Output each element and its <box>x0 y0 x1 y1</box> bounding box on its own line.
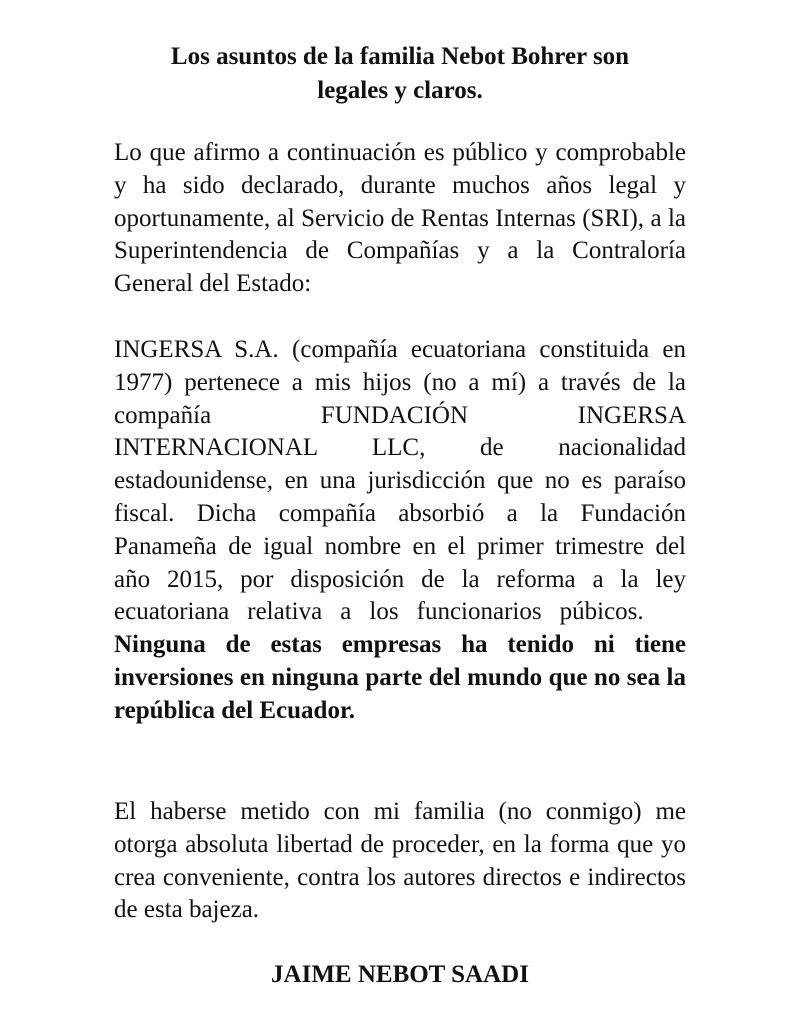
paragraph-declaration: Lo que afirmo a continuación es público y comprobable y ha sido declarado, durante muchos años legal y oportunamente, al Servicio de Rentas Internas (SRI), a la Superintendencia de Compañías y a la Contraloría General del Estado: <box>114 139 686 298</box>
paragraph-ingersa <box>114 334 686 728</box>
paragraph-ingersa-text: INGERSA S.A. (compañía ecuatoriana constituida en 1977) pertenece a mis hijos (no a mí) a través de la compañía FUNDACIÓN INGERSA INTERNACIONAL LLC, de nacionalidad estadounidense, en una jurisdicción que no es paraíso fiscal. Dicha compañía absorbió a la Fundación Panameña de igual nombre en el primer trimestre del año 2015, por disposición de la reforma a la ley ecuatoriana relativa a los funcionarios púbicos. <box>114 336 686 626</box>
paragraph-ingersa-bold-statement: Ninguna de estas empresas ha tenido ni tiene inversiones en ninguna parte del mundo que no sea la república del Ecuador. <box>114 631 686 724</box>
paragraph-closing: El haberse metido con mi familia (no conmigo) me otorga absoluta libertad de proceder, en la forma que yo crea conveniente, contra los autores directos e indirectos de esta bajeza. <box>114 798 686 924</box>
document-title <box>110 40 690 108</box>
title-line-1: Los asuntos de la familia Nebot Bohrer son <box>170 43 630 70</box>
title-line-2: legales y claros. <box>317 77 483 104</box>
signature: JAIME NEBOT SAADI <box>271 961 529 988</box>
